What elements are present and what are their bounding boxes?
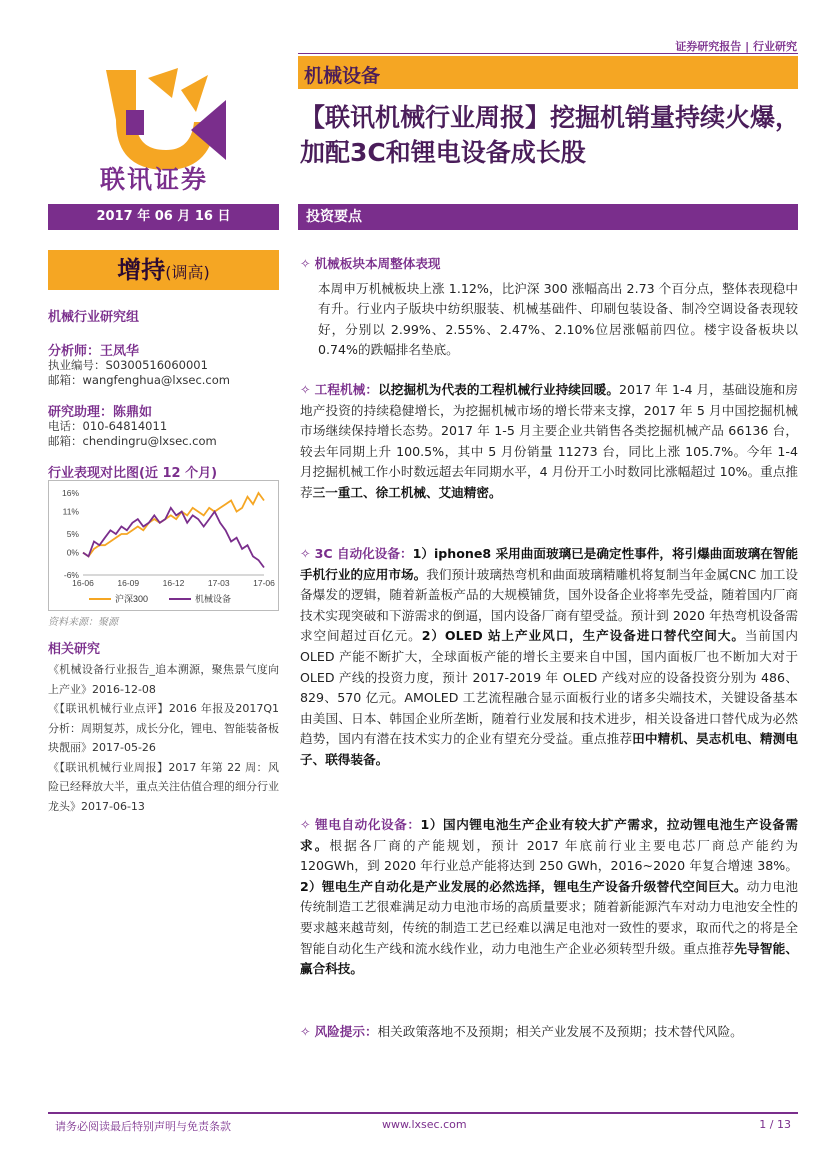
related-item[interactable]: 《【联讯机械行业点评】2016 年报及2017Q1 分析：周期复苏，成长分化，锂电、智能装备板块靓丽》2017-05-26 (48, 702, 279, 754)
top-divider (298, 53, 798, 54)
section-lead: 1）国内锂电池生产企业有较大扩产需求，拉动锂电池生产设备需求。 (300, 817, 799, 853)
performance-chart (48, 480, 279, 611)
x-tick-label: 16-09 (117, 578, 140, 588)
section-3c-automation (300, 544, 798, 771)
footer-divider (48, 1112, 798, 1114)
page-title: 【联讯机械行业周报】挖掘机销量持续火爆，加配3C和锂电设备成长股 (300, 103, 801, 167)
section-body: 当前国内 OLED 产能不断扩大，全球面板产能的增长主要来自中国，国内面板厂也不断加大对于 OLED 产线的投资力度，预计 2017-2019 年 OLED 产线对应的设备投资分别为 486、829、570 亿元。AMOLED 工艺流程融合显示面板行业的诸多尖端技术，关键设备基本由美国、日本、韩国企业所垄断，随着行业发展和技术进步，相关设备进口替代成为必然趋势，国内有潜在技术实力的企业有望充分受益。重点推荐 (300, 628, 799, 747)
related-research-list (48, 660, 279, 816)
section-body: 根据各厂商的产能规划，预计 2017 年底前行业主要电芯厂商总产能约为 120GWh，到 2020 年行业总产能将达到 250 GWh，2016~2020 年复合增速 38%。 (300, 837, 799, 874)
related-item[interactable]: 《【联讯机械行业周报】2017 年第 22 周：风险已经释放大半，重点关注估值合理的细分行业龙头》2017-06-13 (48, 760, 279, 813)
assistant-email[interactable]: 邮箱：chendingru@lxsec.com (48, 434, 217, 448)
section-lead: 2）锂电生产自动化是产业发展的必然选择，锂电生产设备升级替代空间巨大。 (300, 878, 747, 894)
rating-main: 增持 (117, 256, 166, 284)
x-tick-label: 17-06 (253, 578, 275, 588)
related-item[interactable]: 《机械设备行业报告_追本溯源，聚焦景气度向上产业》2016-12-08 (48, 663, 279, 696)
report-type: 证券研究报告 | 行业研究 (675, 40, 797, 53)
section-body: 动力电池传统制造工艺很难满足动力电池市场的高质量要求；随着新能源汽车对动力电池安全性的要求越来越苛刻，传统的制造工艺已经难以满足电池对一致性的要求，取而代之的将是全智能自动化生产线和流水线作业，动力电池生产企业必须转型升级。重点推荐 (300, 878, 798, 956)
chart-source: 资料来源：聚源 (48, 617, 118, 628)
analyst-email[interactable]: 邮箱：wangfenghua@lxsec.com (48, 373, 230, 387)
recommended-stocks: 三一重工、徐工机械、艾迪精密。 (312, 484, 502, 500)
y-tick-label: 0% (66, 547, 79, 558)
team-name: 机械行业研究组 (48, 310, 140, 325)
diamond-bullet-icon: ✧ (300, 256, 311, 271)
key-points-heading: 投资要点 (298, 204, 798, 230)
diamond-bullet-icon: ✧ (300, 382, 311, 397)
section-body: 相关政策落地不及预期；相关产业发展不及预期；技术替代风险。 (377, 1024, 743, 1039)
rating-note: (调高) (165, 263, 210, 282)
logo-text: 联讯证券 (100, 165, 209, 194)
series-line (83, 493, 264, 556)
diamond-bullet-icon: ✧ (300, 817, 311, 832)
page-number: 1 / 13 (759, 1118, 791, 1131)
footer-url[interactable]: www.lxsec.com (382, 1118, 467, 1131)
section-heading: 机械板块本周整体表现 (314, 256, 441, 271)
x-tick-label: 16-06 (72, 578, 94, 588)
x-tick-label: 16-12 (162, 578, 185, 588)
y-tick-label: 16% (61, 488, 79, 498)
section-heading: 3C 自动化设备： (314, 546, 413, 561)
section-risk (300, 1022, 798, 1043)
section-lead: 2）OLED 站上产业风口，生产设备进口替代空间大。 (421, 628, 745, 644)
chart-title: 行业表现对比图(近 12 个月) (48, 466, 218, 481)
analyst-cert: 执业编号：S0300516060001 (48, 358, 208, 372)
chart-svg (49, 481, 278, 610)
section-heading: 风险提示： (314, 1024, 378, 1039)
section-lead: 1）iphone8 采用曲面玻璃已是确定性事件，将引爆曲面玻璃在智能手机行业的应用市场。 (300, 546, 798, 582)
related-research-title: 相关研究 (48, 642, 101, 657)
report-date: 2017 年 06 月 16 日 (48, 204, 279, 230)
y-tick-label: -6% (63, 570, 79, 580)
sector-label: 机械设备 (298, 56, 798, 89)
legend-label: 沪深300 (115, 594, 149, 604)
y-tick-label: 5% (66, 529, 79, 539)
section-lithium-automation (300, 815, 798, 980)
footer-disclaimer[interactable]: 请务必阅读最后特别声明与免责条款 (55, 1120, 231, 1133)
section-construction-machinery (300, 380, 798, 504)
section-body: 本周申万机械板块上涨 1.12%，比沪深 300 涨幅高出 2.73 个百分点，整体表现稳中有升。行业内子版块中纺织服装、机械基础件、印刷包装设备、制冷空调设备表现较好，分别以 2.99%、2.55%、2.47%、2.10%位居涨幅前四位。楼宇设备板块以 0.74%的跌幅排名垫底。 (318, 280, 798, 358)
section-lead: 以挖掘机为代表的工程机械行业持续回暖。 (378, 382, 620, 397)
recommended-stocks: 田中精机、昊志机电、精测电子、联得装备。 (300, 731, 799, 767)
legend-label: 机械设备 (195, 594, 232, 604)
assistant-phone: 电话：010-64814011 (48, 419, 168, 433)
y-tick-label: 11% (62, 506, 79, 517)
analyst-name: 分析师：王凤华 (48, 344, 140, 359)
x-tick-label: 17-03 (207, 578, 230, 588)
section-body: 我们预计玻璃热弯机和曲面玻璃精雕机将复制当年金属CNC 加工设备爆发的逻辑，随着新盖板产品的大规模铺货，国外设备企业将率先受益，随着国内厂商技术实现突破和下游需求的倒逼，国内设备厂商有望受益。预计到 2020 年热弯机设备需求空间超过百亿元。 (300, 566, 799, 644)
diamond-bullet-icon: ✧ (300, 1024, 311, 1039)
section-body: 2017 年 1-4 月，基础设施和房地产投资的持续稳健增长，为挖掘机械市场的增长带来支撑，2017 年 5 月中国挖掘机械市场继续保持增长态势。2017 年 1-5 月主要企业共销售各类挖掘机械产品 66136 台，较去年同期上升 100.5%，其中 5 月份销量 11273 台，同比上涨 105.7%。今年 1-4 月挖掘机械工作小时数远超去年同期水平，4 月份开工小时数同比涨幅超过 10%。重点推荐 (300, 382, 798, 500)
section-heading: 锂电自动化设备： (315, 817, 421, 832)
diamond-bullet-icon: ✧ (300, 546, 311, 561)
section-overview (300, 254, 798, 361)
assistant-name: 研究助理：陈鼎如 (48, 405, 153, 420)
recommended-stocks: 先导智能、赢合科技。 (300, 940, 799, 977)
rating-badge (48, 250, 279, 290)
section-heading: 工程机械： (314, 382, 379, 397)
